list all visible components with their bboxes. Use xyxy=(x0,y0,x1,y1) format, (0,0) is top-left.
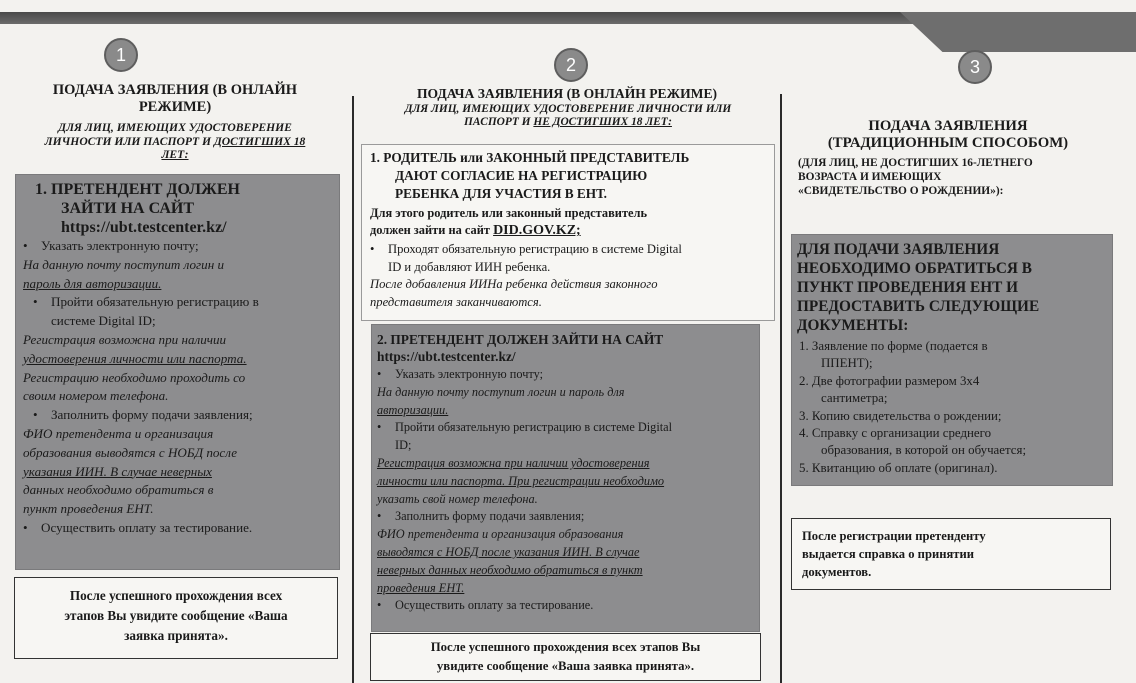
footer-line: этапов Вы увидите сообщение «Ваша xyxy=(64,608,288,623)
column-2-title xyxy=(362,86,772,102)
footer-line: После успешного прохождения всех этапов Вы xyxy=(430,640,701,654)
list-item-cont: ID и добавляют ИИН ребенка. xyxy=(388,259,551,274)
subtitle-text: ПАСПОРТ И xyxy=(464,116,534,129)
heading-line: ДЛЯ ПОДАЧИ ЗАЯВЛЕНИЯ xyxy=(797,241,1000,258)
note-line: На данную почту поступит логин и xyxy=(23,256,225,272)
column-1-title xyxy=(22,82,328,116)
footer-line: заявка принята». xyxy=(124,628,228,643)
heading-line: НЕОБХОДИМО ОБРАТИТЬСЯ В xyxy=(797,260,1032,277)
heading-line: ДОКУМЕНТЫ: xyxy=(797,317,909,334)
lead-line xyxy=(370,222,770,239)
column-1-box-heading xyxy=(35,180,335,237)
list-item: • Осуществить оплату за тестирование. xyxy=(23,519,338,538)
column-3-footer-box xyxy=(791,518,1111,590)
footer-line: выдается справка о принятии xyxy=(802,547,974,561)
column-3-title xyxy=(798,118,1098,153)
note-line: указать свой номер телефона. xyxy=(377,491,538,506)
parent-box-lead xyxy=(370,205,770,239)
column-1-steps-box xyxy=(15,174,340,570)
column-1-box-body xyxy=(23,237,338,538)
document-item: 1. Заявление по форме (подается в xyxy=(799,339,988,353)
lead-line: Для этого родитель или законный представитель xyxy=(370,206,648,220)
title-line: ПОДАЧА ЗАЯВЛЕНИЯ (В ОНЛАЙН РЕЖИМЕ) xyxy=(416,86,718,101)
heading-line: ДАЮТ СОГЛАСИЕ НА РЕГИСТРАЦИЮ xyxy=(395,168,648,183)
note-line: своим номером телефона. xyxy=(23,388,169,404)
site-url: https://ubt.testcenter.kz/ xyxy=(61,219,227,236)
heading-line: ПРЕДОСТАВИТЬ СЛЕДУЮЩИЕ xyxy=(797,298,1040,315)
parent-box-body xyxy=(370,241,770,311)
column-2-steps-box xyxy=(371,324,760,632)
heading-line: РЕБЕНКА ДЛЯ УЧАСТИЯ В ЕНТ. xyxy=(395,186,608,201)
column-2-box-body xyxy=(377,366,757,615)
note-line: образования выводятся с НОБД после xyxy=(23,444,238,460)
column-2-parent-box xyxy=(361,144,775,321)
column-3-box-heading xyxy=(797,240,1107,335)
step-number: 1 xyxy=(115,44,126,65)
list-item: • Указать электронную почту; xyxy=(377,366,757,384)
note-line: удостоверения личности или паспорта. xyxy=(23,350,247,366)
list-item-cont: системе Digital ID; xyxy=(51,313,156,329)
subtitle-line: ДЛЯ ЛИЦ, ИМЕЮЩИХ УДОСТОВЕРЕНИЕ ЛИЧНОСТИ ИЛИ xyxy=(404,103,732,115)
note-line: После добавления ИИНа ребенка действия законного xyxy=(370,277,658,291)
column-3-box-body xyxy=(799,338,1109,477)
top-corner-tab xyxy=(900,12,1136,52)
column-2-box-heading xyxy=(377,331,757,365)
note-line: выводятся с НОБД после указания ИИН. В случае xyxy=(377,544,640,559)
subtitle-underlined: ЛЕТ: xyxy=(161,148,189,162)
note-line: представителя заканчиваются. xyxy=(370,294,542,309)
document-item: 2. Две фотографии размером 3х4 xyxy=(799,373,980,388)
note-line: указания ИИН. В случае неверных xyxy=(23,463,212,479)
footer-line: После успешного прохождения всех xyxy=(69,588,283,603)
subtitle-line xyxy=(14,148,336,162)
note-line: проведения ЕНТ. xyxy=(377,580,465,595)
note-line: ФИО претендента и организация образования xyxy=(377,527,624,542)
list-item: • Пройти обязательную регистрацию в системе Digital xyxy=(377,419,757,437)
title-line: (ТРАДИЦИОННЫМ СПОСОБОМ) xyxy=(827,135,1069,152)
column-divider-right xyxy=(780,94,782,683)
list-item: • Пройти обязательную регистрацию в xyxy=(23,293,338,312)
document-item-cont: сантиметра; xyxy=(821,391,888,406)
note-line: ФИО претендента и организация xyxy=(23,425,214,441)
title-line: ПОДАЧА ЗАЯВЛЕНИЯ (В ОНЛАЙН xyxy=(52,82,298,98)
title-line: ПОДАЧА ЗАЯВЛЕНИЯ xyxy=(868,118,1028,134)
note-line: данных необходимо обратиться в xyxy=(23,482,214,498)
note-line: Регистрация возможна при наличии удостоверения xyxy=(377,455,650,470)
list-item: • Проходят обязательную регистрацию в системе Digital xyxy=(370,241,770,259)
subtitle-text: ЛИЧНОСТИ ИЛИ ПАСПОРТ И xyxy=(44,134,214,148)
heading-line: 1. ПРЕТЕНДЕНТ ДОЛЖЕН xyxy=(35,181,240,198)
heading-line: ПУНКТ ПРОВЕДЕНИЯ ЕНТ И xyxy=(797,279,1019,296)
list-item: • Указать электронную почту; xyxy=(23,237,338,256)
subtitle-line: ДЛЯ ЛИЦ, ИМЕЮЩИХ УДОСТОВЕРЕНИЕ xyxy=(58,121,292,134)
list-item: • Осуществить оплату за тестирование. xyxy=(377,597,757,615)
column-3-subtitle xyxy=(798,156,1108,198)
note-line: Регистрация возможна при наличии xyxy=(23,331,227,347)
subtitle-line: ВОЗРАСТА И ИМЕЮЩИХ xyxy=(798,171,942,183)
step-number: 3 xyxy=(969,56,980,77)
footer-line: увидите сообщение «Ваша заявка принята». xyxy=(436,659,695,673)
title-line: РЕЖИМЕ) xyxy=(138,99,212,116)
subtitle-underlined: НЕ ДОСТИГШИХ 18 ЛЕТ: xyxy=(533,116,672,129)
did-gov-link[interactable]: DID.GOV.KZ; xyxy=(493,223,581,238)
step-3-badge xyxy=(958,50,992,84)
site-url: https://ubt.testcenter.kz/ xyxy=(377,349,516,364)
subtitle-line: «СВИДЕТЕЛЬСТВО О РОЖДЕНИИ»): xyxy=(798,185,1004,197)
subtitle-line xyxy=(360,116,776,129)
note-line: На данную почту поступит логин и пароль для xyxy=(377,384,625,399)
subtitle-line xyxy=(14,135,336,149)
step-number: 2 xyxy=(565,54,576,75)
column-3-documents-box xyxy=(791,234,1113,486)
document-item: 5. Квитанцию об оплате (оригинал). xyxy=(799,460,998,475)
step-2-badge xyxy=(554,48,588,82)
column-1-footer-box xyxy=(14,577,338,659)
note-line: пункт проведения ЕНТ. xyxy=(23,501,154,517)
document-item: 3. Копию свидетельства о рождении; xyxy=(799,408,1002,423)
subtitle-line: (ДЛЯ ЛИЦ, НЕ ДОСТИГШИХ 16-ЛЕТНЕГО xyxy=(798,157,1033,169)
document-item: 4. Справку с организации среднего xyxy=(799,426,992,441)
list-item-cont: ID; xyxy=(395,438,412,453)
heading-line: 2. ПРЕТЕНДЕНТ ДОЛЖЕН ЗАЙТИ НА САЙТ xyxy=(377,332,664,347)
column-2-subtitle xyxy=(360,103,776,130)
column-2-footer-box xyxy=(370,633,761,681)
column-1-subtitle xyxy=(14,121,336,162)
note-line: неверных данных необходимо обратиться в пункт xyxy=(377,562,643,577)
note-line: Регистрацию необходимо проходить со xyxy=(23,369,246,385)
footer-line: документов. xyxy=(802,565,872,579)
footer-text xyxy=(802,527,1102,581)
column-divider-left xyxy=(352,96,354,683)
note-line: авторизации. xyxy=(377,402,449,417)
footer-text xyxy=(371,638,760,676)
note-line: личности или паспорта. При регистрации необходимо xyxy=(377,473,665,488)
heading-line: ЗАЙТИ НА САЙТ xyxy=(61,200,194,217)
document-item-cont: ППЕНТ); xyxy=(821,356,873,371)
heading-line: 1. РОДИТЕЛЬ или ЗАКОННЫЙ ПРЕДСТАВИТЕЛЬ xyxy=(370,150,690,165)
subtitle-underlined: ДОСТИГШИХ 18 xyxy=(213,134,306,148)
note-line: пароль для авторизации. xyxy=(23,275,162,291)
list-item: • Заполнить форму подачи заявления; xyxy=(23,406,338,425)
step-1-badge xyxy=(104,38,138,72)
document-item-cont: образования, в которой он обучается; xyxy=(821,443,1027,458)
footer-text xyxy=(15,586,337,646)
lead-text: должен зайти на сайт xyxy=(370,223,494,237)
parent-box-heading xyxy=(370,149,770,203)
list-item: • Заполнить форму подачи заявления; xyxy=(377,508,757,526)
footer-line: После регистрации претенденту xyxy=(802,529,986,543)
